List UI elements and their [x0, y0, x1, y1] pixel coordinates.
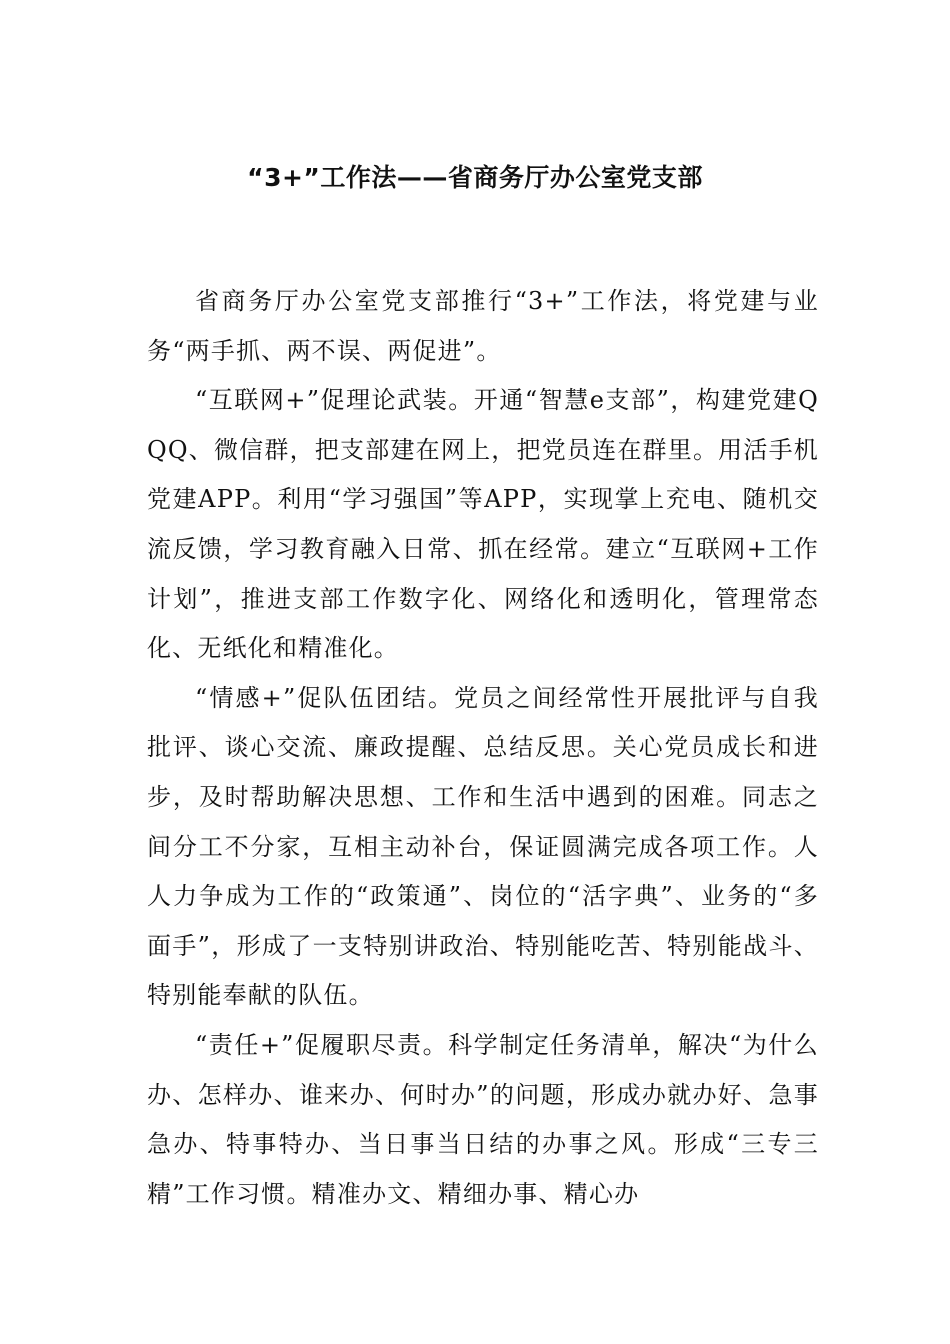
- document-body: [147, 277, 819, 1219]
- paragraph-intro: 省商务厅办公室党支部推行“3+”工作法，将党建与业务“两手抓、两不误、两促进”。: [147, 287, 819, 365]
- document-title: “3+”工作法——省商务厅办公室党支部: [247, 163, 703, 192]
- paragraph-internet-plus: “互联网+”促理论武装。开通“智慧e支部”，构建党建QQQ、微信群，把支部建在网上，把党员连在群里。用活手机党建APP。利用“学习强国”等APP，实现掌上充电、随机交流反馈，学习教育融入日常、抓在经常。建立“互联网+工作计划”，推进支部工作数字化、网络化和透明化，管理常态化、无纸化和精准化。: [147, 386, 819, 663]
- paragraph-responsibility-plus: “责任+”促履职尽责。科学制定任务清单，解决“为什么办、怎样办、谁来办、何时办”的问题，形成办就办好、急事急办、特事特办、当日事当日结的办事之风。形成“三专三精”工作习惯。精准办文、精细办事、精心办: [147, 1030, 819, 1208]
- paragraph-emotion-plus: “情感+”促队伍团结。党员之间经常性开展批评与自我批评、谈心交流、廉政提醒、总结反思。关心党员成长和进步，及时帮助解决思想、工作和生活中遇到的困难。同志之间分工不分家，互相主动补台，保证圆满完成各项工作。人人力争成为工作的“政策通”、岗位的“活字典”、业务的“多面手”，形成了一支特别讲政治、特别能吃苦、特别能战斗、特别能奉献的队伍。: [147, 683, 819, 1010]
